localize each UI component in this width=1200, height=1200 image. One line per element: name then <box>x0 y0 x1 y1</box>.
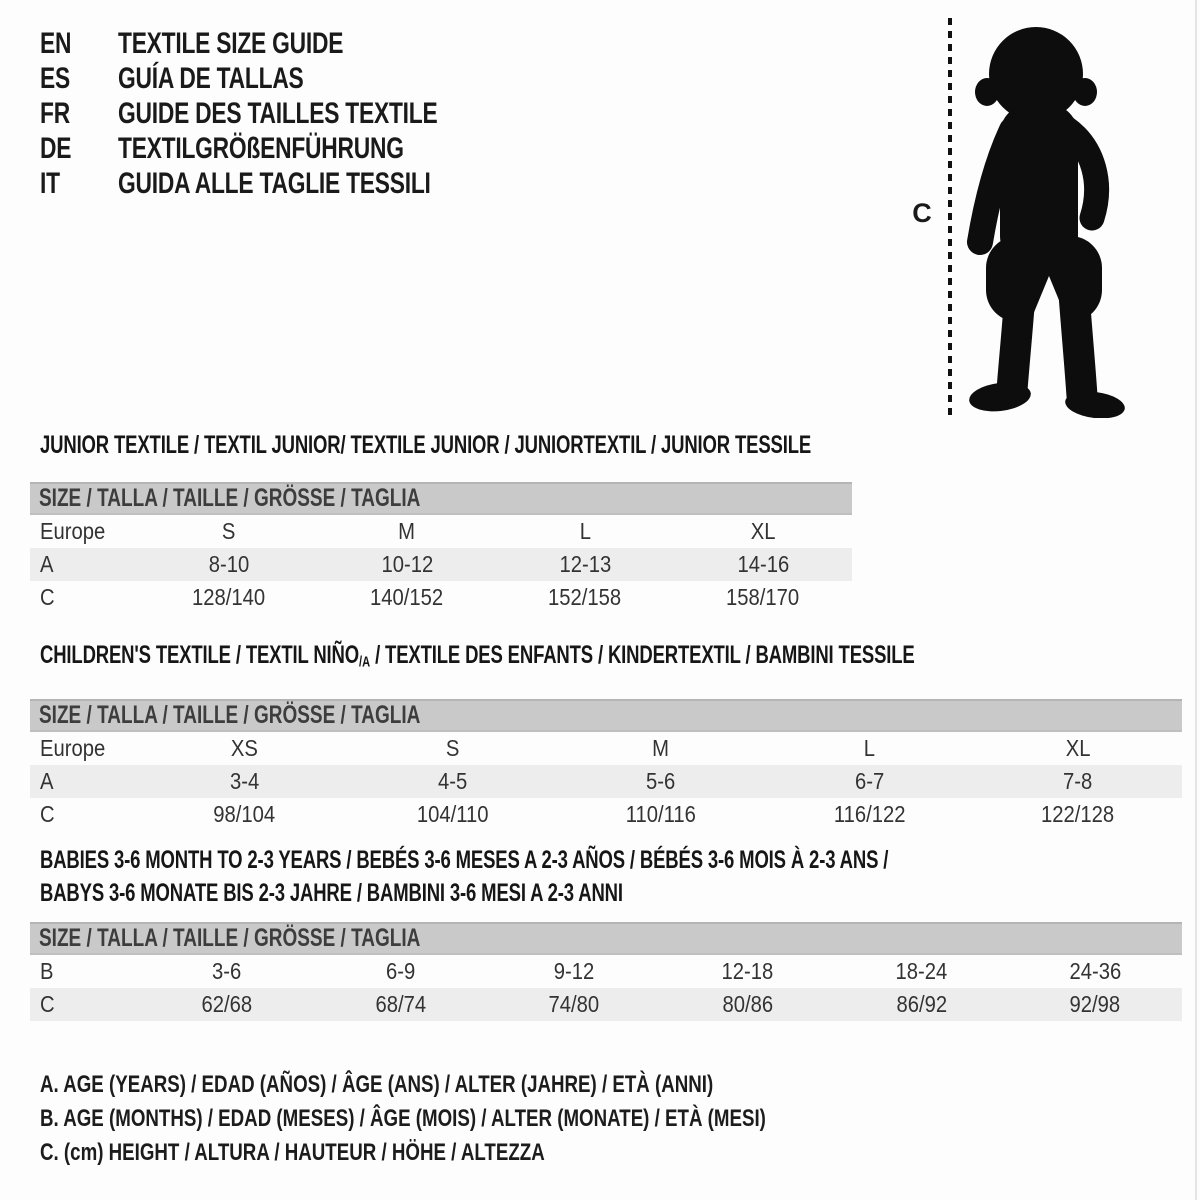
language-title: GUIDA ALLE TAGLIE TESSILI <box>118 166 431 200</box>
value-cell <box>835 991 1009 1018</box>
language-code-cell <box>40 167 118 201</box>
value-cell <box>974 735 1182 762</box>
baby-silhouette-icon <box>962 16 1140 418</box>
cell-value: 62/68 <box>201 991 253 1017</box>
section-title-group <box>30 844 1182 910</box>
row-label: C <box>40 801 55 828</box>
row-label-cell <box>30 518 140 545</box>
row-label-cell <box>30 584 140 611</box>
cell-value: 116/122 <box>833 801 906 828</box>
section-babies <box>30 844 1182 1021</box>
value-cell <box>496 584 674 611</box>
cell-value: 140/152 <box>370 584 444 610</box>
value-cell <box>557 735 765 762</box>
value-cell <box>140 584 318 611</box>
cell-value: 68/74 <box>375 991 426 1017</box>
language-code: ES <box>40 61 70 95</box>
row-label-cell <box>30 551 140 578</box>
value-cell <box>674 584 852 611</box>
subscript-text: /A <box>358 653 371 671</box>
section-title <box>30 430 852 460</box>
language-code-cell <box>40 62 118 96</box>
value-cell <box>140 768 348 795</box>
size-table-header-text: SIZE / TALLA / TAILLE / GRÖSSE / TAGLIA <box>39 924 421 952</box>
cell-value: 152/158 <box>548 584 622 610</box>
legend-text: B. AGE (MONTHS) / EDAD (MESES) / ÂGE (MOIS) / ALTER (MONATE) / ETÀ (MESI) <box>40 1105 766 1132</box>
size-table <box>30 922 1182 1021</box>
cell-value: M <box>652 735 670 762</box>
row-label: Europe <box>40 518 106 544</box>
row-label: C <box>40 991 55 1017</box>
language-title: GUÍA DE TALLAS <box>118 61 304 95</box>
cell-value: 7-8 <box>1063 768 1093 795</box>
language-row-es <box>40 61 538 96</box>
value-cell <box>140 991 314 1018</box>
value-cell <box>318 551 496 578</box>
section-title-text: CHILDREN'S TEXTILE / TEXTIL $NIÑO_{/A}$ / TEXTILE DES ENFANTS / KINDERTEXTIL / BAMBINI TESSILE <box>40 641 915 671</box>
height-figure <box>890 0 1180 430</box>
cell-value: L <box>863 735 876 762</box>
value-cell <box>674 551 852 578</box>
size-table-header <box>30 699 1182 732</box>
cell-value: L <box>579 518 591 544</box>
language-code: IT <box>40 166 60 200</box>
legend-text: C. (cm) HEIGHT / ALTURA / HAUTEUR / HÖHE / ALTEZZA <box>40 1139 545 1166</box>
cell-value: 6-7 <box>854 768 885 795</box>
row-label-cell <box>30 735 140 762</box>
language-row-fr <box>40 96 538 131</box>
language-title: TEXTILGRÖßENFÜHRUNG <box>118 131 404 165</box>
value-cell <box>140 801 348 828</box>
row-label-cell <box>30 958 140 985</box>
cell-value: 92/98 <box>1069 991 1121 1017</box>
value-cell <box>1008 991 1182 1018</box>
legend-list <box>40 1068 971 1170</box>
value-cell <box>140 551 318 578</box>
legend-line-a <box>40 1068 971 1102</box>
language-code-cell <box>40 97 118 131</box>
table-row <box>30 581 852 614</box>
value-cell <box>140 735 348 762</box>
value-cell <box>661 991 835 1018</box>
value-cell <box>765 801 973 828</box>
value-cell <box>765 735 973 762</box>
language-code: DE <box>40 131 72 165</box>
cell-value: S <box>222 518 236 544</box>
cell-value: 3-6 <box>212 958 242 984</box>
language-row-en <box>40 26 538 61</box>
row-label: C <box>40 584 55 610</box>
section-children <box>30 640 1182 831</box>
section-title <box>30 844 1182 877</box>
cell-value: 4-5 <box>437 768 468 795</box>
cell-value: XS <box>230 735 258 762</box>
table-row <box>30 798 1182 831</box>
value-cell <box>318 518 496 545</box>
cell-value: 5-6 <box>646 768 676 795</box>
row-label: B <box>40 958 54 984</box>
language-list <box>40 26 538 201</box>
size-table <box>30 699 1182 831</box>
table-row <box>30 548 852 581</box>
value-cell <box>348 801 556 828</box>
section-title-group <box>30 430 852 460</box>
row-label-cell <box>30 991 140 1018</box>
value-cell <box>348 735 556 762</box>
language-code: FR <box>40 96 70 130</box>
cell-value: 98/104 <box>213 801 276 828</box>
section-junior <box>30 430 852 614</box>
value-cell <box>348 768 556 795</box>
row-label-cell <box>30 801 140 828</box>
language-code: EN <box>40 26 72 60</box>
height-measure-label: C <box>912 198 932 228</box>
cell-value: 158/170 <box>726 584 800 610</box>
section-title-text: BABYS 3-6 MONATE BIS 2-3 JAHRE / BAMBINI 3-6 MESI A 2-3 ANNI <box>40 879 623 907</box>
cell-value: 10-12 <box>381 551 433 577</box>
cell-value: S <box>445 735 460 762</box>
cell-value: 24-36 <box>1069 958 1122 984</box>
language-title: GUIDE DES TAILLES TEXTILE <box>118 96 438 130</box>
section-title-group <box>30 640 1182 677</box>
value-cell <box>318 584 496 611</box>
cell-value: 122/128 <box>1041 801 1115 828</box>
size-table-header <box>30 922 1182 955</box>
value-cell <box>835 958 1009 985</box>
cell-value: 12-18 <box>721 958 774 984</box>
cell-value: 86/92 <box>896 991 947 1017</box>
page-edge-shadow <box>1195 0 1197 1200</box>
size-table-header <box>30 482 852 515</box>
size-table-header-text: SIZE / TALLA / TAILLE / GRÖSSE / TAGLIA <box>39 701 421 730</box>
cell-value: 9-12 <box>553 958 595 984</box>
value-cell <box>487 991 661 1018</box>
value-cell <box>140 518 318 545</box>
cell-value: 74/80 <box>548 991 600 1017</box>
cell-value: M <box>398 518 416 544</box>
language-title: TEXTILE SIZE GUIDE <box>118 26 344 60</box>
language-row-it <box>40 166 538 201</box>
size-table <box>30 482 852 614</box>
value-cell <box>974 801 1182 828</box>
language-code-cell <box>40 27 118 61</box>
language-row-de <box>40 131 538 166</box>
value-cell <box>557 768 765 795</box>
table-row <box>30 765 1182 798</box>
cell-value: 110/116 <box>625 801 697 828</box>
value-cell <box>314 991 488 1018</box>
row-label-cell <box>30 768 140 795</box>
cell-value: XL <box>1065 735 1091 762</box>
cell-value: XL <box>750 518 776 544</box>
row-label: A <box>40 551 54 577</box>
cell-value: 12-13 <box>559 551 611 577</box>
value-cell <box>974 768 1182 795</box>
value-cell <box>140 958 314 985</box>
value-cell <box>487 958 661 985</box>
cell-value: 18-24 <box>895 958 948 984</box>
table-row <box>30 515 852 548</box>
table-row <box>30 988 1182 1021</box>
value-cell <box>661 958 835 985</box>
row-label: Europe <box>40 735 106 762</box>
table-row <box>30 732 1182 765</box>
legend-line-b <box>40 1102 971 1136</box>
value-cell <box>557 801 765 828</box>
height-measure-line <box>948 18 952 415</box>
cell-value: 8-10 <box>208 551 250 577</box>
section-title <box>30 877 1182 910</box>
cell-value: 80/86 <box>722 991 774 1017</box>
value-cell <box>496 551 674 578</box>
table-row <box>30 955 1182 988</box>
value-cell <box>496 518 674 545</box>
section-title-text: JUNIOR TEXTILE / TEXTIL JUNIOR/ TEXTILE JUNIOR / JUNIORTEXTIL / JUNIOR TESSILE <box>40 431 812 459</box>
cell-value: 3-4 <box>229 768 259 795</box>
cell-value: 128/140 <box>192 584 266 610</box>
size-table-header-text: SIZE / TALLA / TAILLE / GRÖSSE / TAGLIA <box>39 484 421 512</box>
section-title-text: BABIES 3-6 MONTH TO 2-3 YEARS / BEBÉS 3-6 MESES A 2-3 AÑOS / BÉBÉS 3-6 MOIS À 2-3 ANS / <box>40 846 889 874</box>
value-cell <box>765 768 973 795</box>
legend-text: A. AGE (YEARS) / EDAD (AÑOS) / ÂGE (ANS) / ALTER (JAHRE) / ETÀ (ANNI) <box>40 1071 714 1098</box>
row-label: A <box>40 768 54 795</box>
cell-value: 104/110 <box>416 801 489 828</box>
section-title <box>30 640 1182 677</box>
language-code-cell <box>40 132 118 166</box>
value-cell <box>314 958 488 985</box>
legend-line-c <box>40 1136 971 1170</box>
value-cell <box>1008 958 1182 985</box>
value-cell <box>674 518 852 545</box>
cell-value: 6-9 <box>385 958 416 984</box>
cell-value: 14-16 <box>737 551 789 577</box>
